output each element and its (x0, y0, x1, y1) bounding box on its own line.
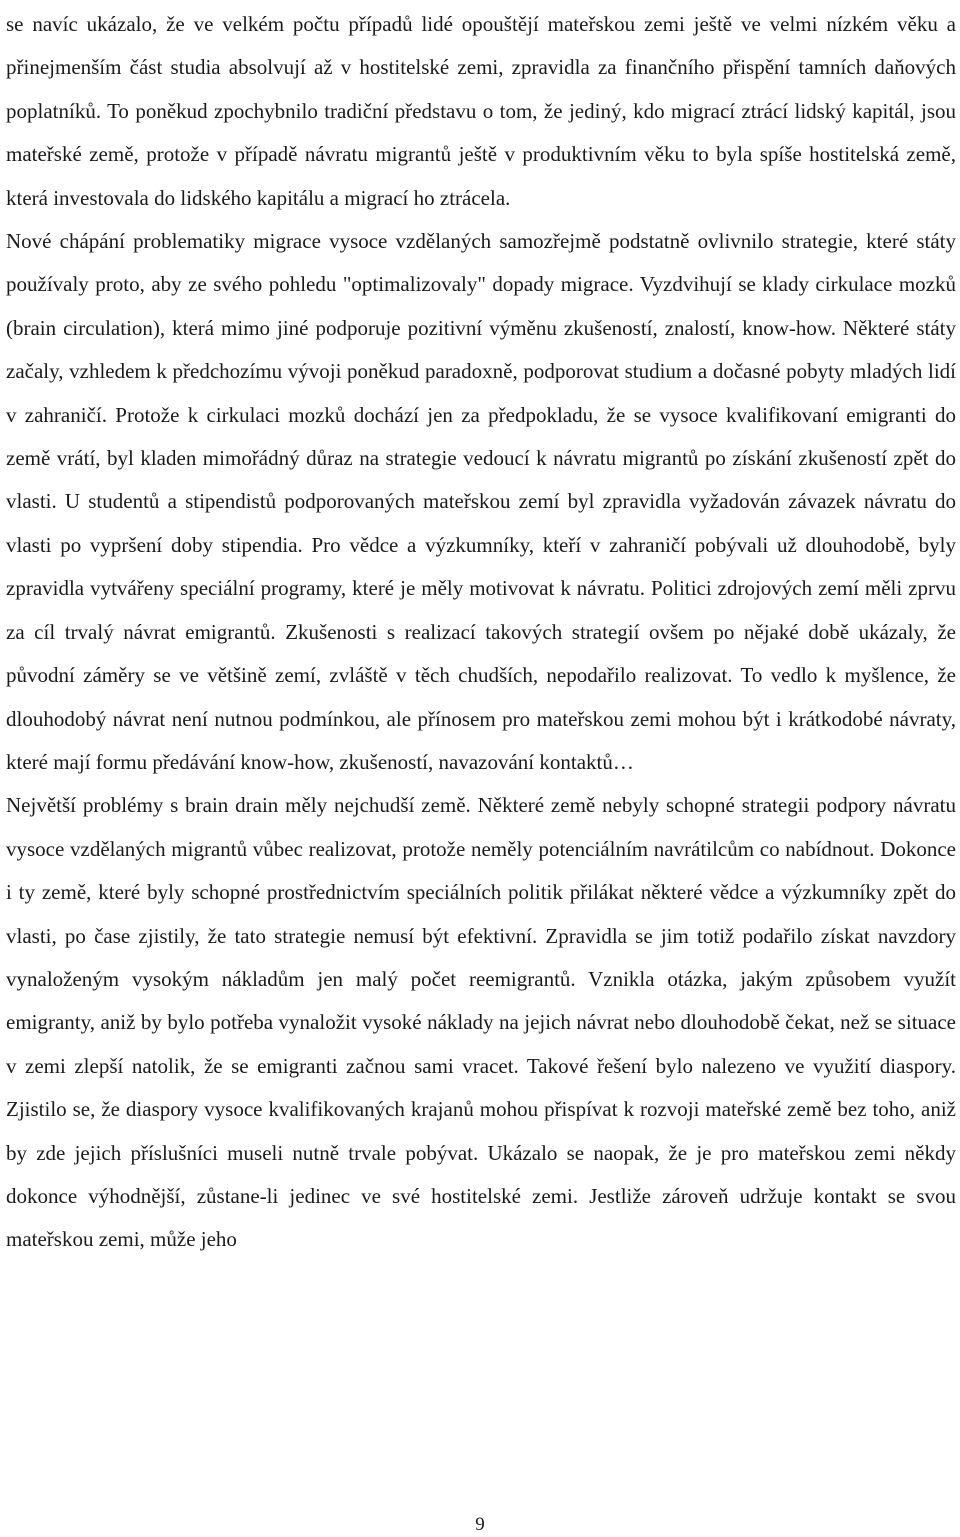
paragraph-3: Největší problémy s brain drain měly nejchudší země. Některé země nebyly schopné strategii podpory návratu vysoce vzdělaných migrantů vůbec realizovat, protože neměly potenciálním navrátilcům co nabídnout. Dokonce i ty země, které byly schopné prostřednictvím speciálních politik přilákat některé vědce a výzkumníky zpět do vlasti, po čase zjistily, že tato strategie nemusí být efektivní. Zpravidla se jim totiž podařilo získat navzdory vynaloženým vysokým nákladům jen malý počet reemigrantů. Vznikla otázka, jakým způsobem využít emigranty, aniž by bylo potřeba vynaložit vysoké náklady na jejich návrat nebo dlouhodobě čekat, než se situace v zemi zlepší natolik, že se emigranti začnou sami vracet. Takové řešení bylo nalezeno ve využití diaspory. Zjistilo se, že diaspory vysoce kvalifikovaných krajanů mohou přispívat k rozvoji mateřské země bez toho, aniž by zde jejich příslušníci museli nutně trvale pobývat. Ukázalo se naopak, že je pro mateřskou zemi někdy dokonce výhodnější, zůstane-li jedinec ve své hostitelské zemi. Jestliže zároveň udržuje kontakt se svou mateřskou zemi, může jeho (6, 793, 956, 1252)
body-text (6, 0, 956, 1262)
paragraph-2: Nové chápání problematiky migrace vysoce vzdělaných samozřejmě podstatně ovlivnilo strategie, které státy používaly proto, aby ze svého pohledu "optimalizovaly" dopady migrace. Vyzdvihují se klady cirkulace mozků (brain circulation), která mimo jiné podporuje pozitivní výměnu zkušeností, znalostí, know-how. Některé státy začaly, vzhledem k předchozímu vývoji poněkud paradoxně, podporovat studium a dočasné pobyty mladých lidí v zahraničí. Protože k cirkulaci mozků dochází jen za předpokladu, že se vysoce kvalifikovaní emigranti do země vrátí, byl kladen mimořádný důraz na strategie vedoucí k návratu migrantů po získání zkušeností zpět do vlasti. U studentů a stipendistů podporovaných mateřskou zemí byl zpravidla vyžadován závazek návratu do vlasti po vypršení doby stipendia. Pro vědce a výzkumníky, kteří v zahraničí pobývali už dlouhodobě, byly zpravidla vytvářeny speciální programy, které je měly motivovat k návratu. Politici zdrojových zemí měli zprvu za cíl trvalý návrat emigrantů. Zkušenosti s realizací takových strategií ovšem po nějaké době ukázaly, že původní záměry se ve většině zemí, zvláště v těch chudších, nepodařilo realizovat. To vedlo k myšlence, že dlouhodobý návrat není nutnou podmínkou, ale přínosem pro mateřskou zemi mohou být i krátkodobé návraty, které mají formu předávání know-how, zkušeností, navazování kontaktů… (6, 229, 956, 774)
page-number: 9 (475, 1514, 485, 1535)
paragraph-1: se navíc ukázalo, že ve velkém počtu případů lidé opouštějí mateřskou zemi ještě ve velmi nízkém věku a přinejmenším část studia absolvují až v hostitelské zemi, zpravidla za finančního přispění tamních daňových poplatníků. To poněkud zpochybnilo tradiční představu o tom, že jediný, kdo migrací ztrácí lidský kapitál, jsou mateřské země, protože v případě návratu migrantů ještě v produktivním věku to byla spíše hostitelská země, která investovala do lidského kapitálu a migrací ho ztrácela. (6, 12, 956, 210)
